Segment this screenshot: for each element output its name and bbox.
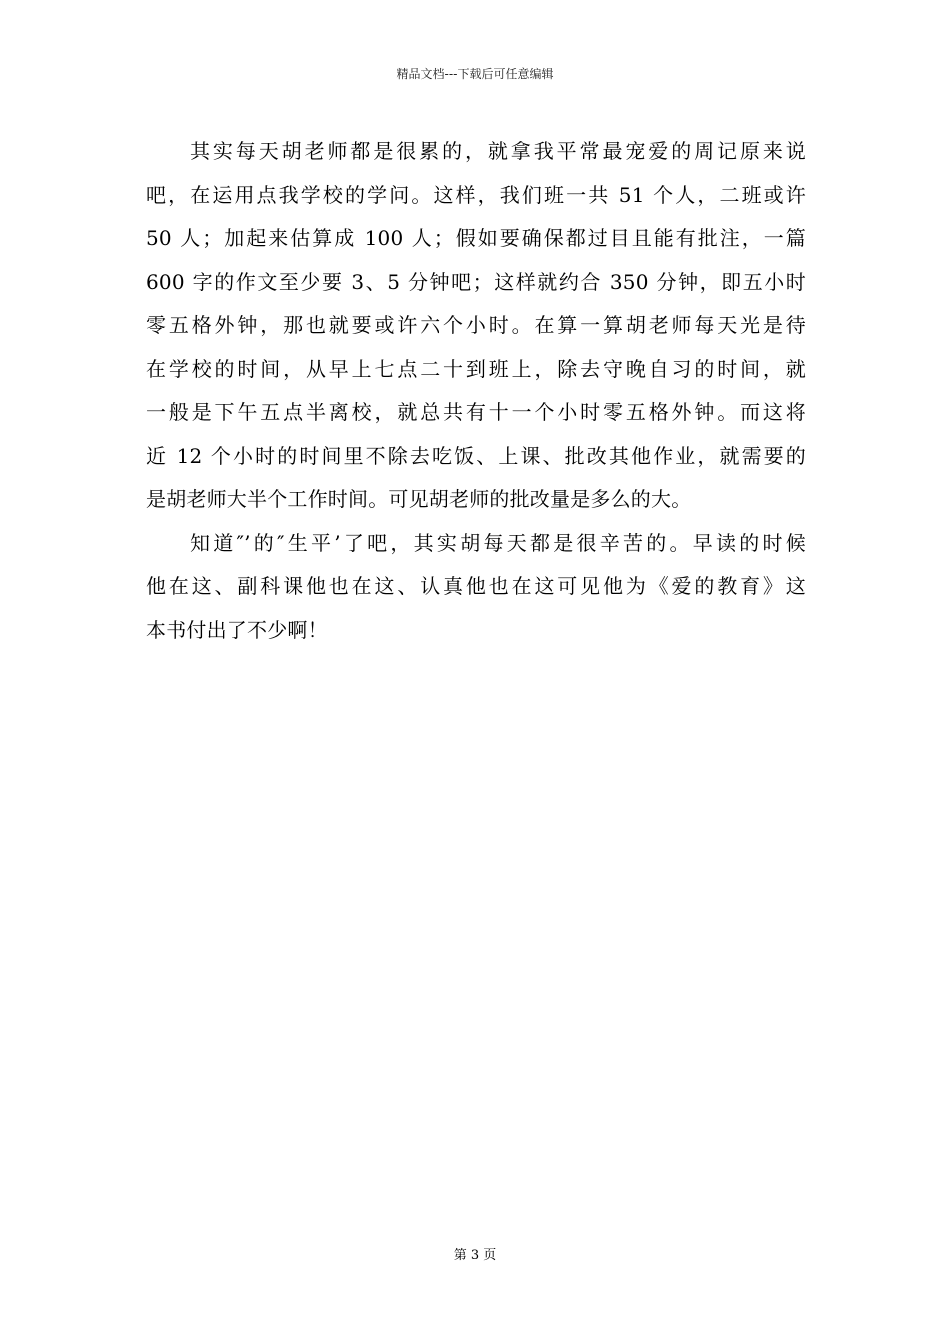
text-line: 本书付出了不少啊！ — [146, 617, 328, 642]
page-number: 第 3 页 — [453, 1248, 497, 1263]
text-line: 600 字的作文至少要 3、5 分钟吧；这样就约合 350 分钟，即五小时 — [146, 269, 806, 294]
page-header: 精品文档---下载后可任意编辑 — [396, 67, 554, 81]
text-line: 50 人；加起来估算成 100 人；假如要确保都过目且能有批注，一篇 — [146, 226, 806, 250]
text-line: 知道″’的″生平’了吧，其实胡每天都是很辛苦的。早读的时候 — [190, 530, 806, 555]
paragraph-1 — [146, 130, 806, 522]
document-body — [146, 130, 806, 652]
text-line: 一般是下午五点半离校，就总共有十一个小时零五格外钟。而这将 — [146, 400, 806, 424]
text-line: 零五格外钟，那也就要或许六个小时。在算一算胡老师每天光是待 — [146, 313, 806, 337]
text-line: 吧，在运用点我学校的学问。这样，我们班一共 51 个人，二班或许 — [146, 182, 806, 207]
text-line: 是胡老师大半个工作时间。可见胡老师的批改量是多么的大。 — [146, 487, 692, 511]
text-line: 他在这、副科课他也在这、认真他也在这可见他为《爱的教育》这 — [146, 574, 806, 598]
text-line: 在学校的时间，从早上七点二十到班上，除去守晚自习的时间，就 — [146, 356, 806, 381]
text-line: 其实每天胡老师都是很累的，就拿我平常最宠爱的周记原来说 — [190, 139, 806, 163]
paragraph-2 — [146, 522, 806, 653]
text-line: 近 12 个小时的时间里不除去吃饭、上课、批改其他作业，就需要的 — [146, 443, 806, 468]
